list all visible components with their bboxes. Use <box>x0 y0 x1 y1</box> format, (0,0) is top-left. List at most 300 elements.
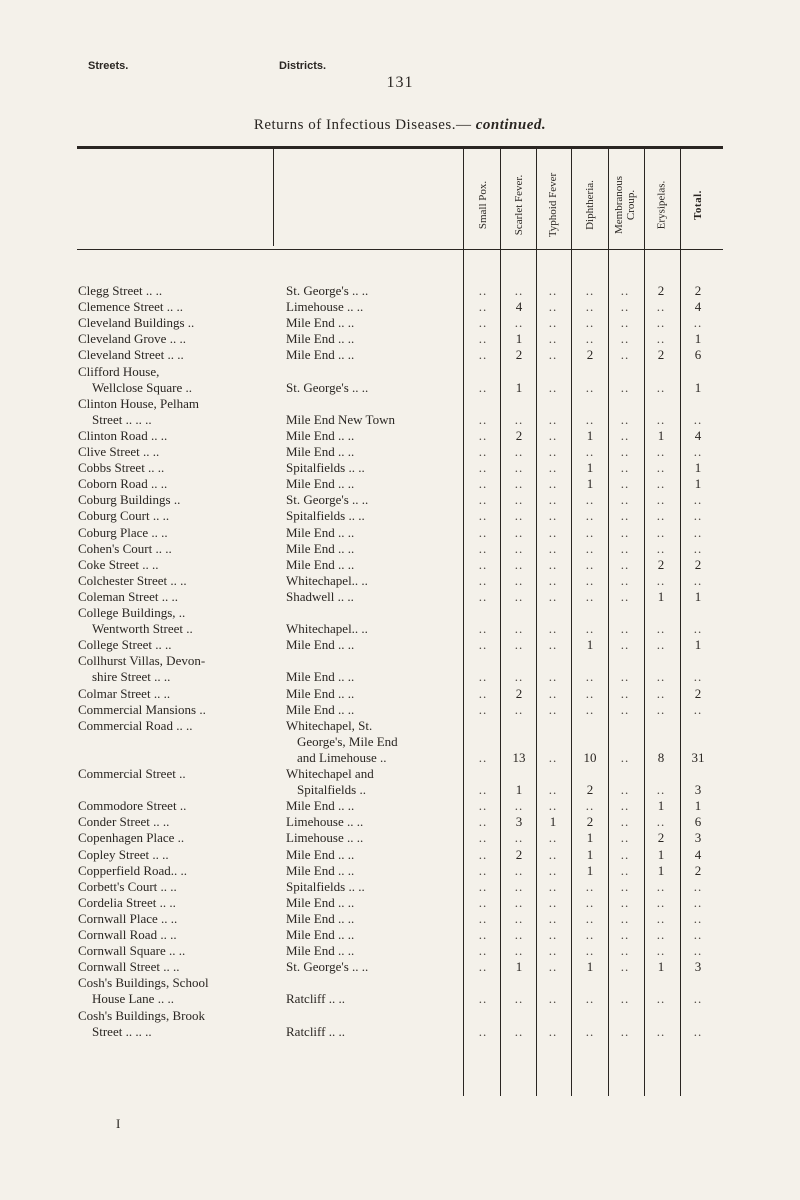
case-count: 1 <box>586 846 594 862</box>
case-count: 1 <box>586 427 594 443</box>
case-count: .. <box>478 492 488 508</box>
case-count: .. <box>548 540 558 556</box>
case-count: .. <box>620 846 630 862</box>
case-count: .. <box>478 331 488 347</box>
case-count: .. <box>548 444 558 459</box>
case-count: .. <box>585 798 595 814</box>
case-count: .. <box>478 685 488 701</box>
case-count: .. <box>656 991 666 1007</box>
case-count: .. <box>620 427 630 443</box>
case-count: 1 <box>657 862 665 878</box>
case-count: 3 <box>694 959 702 975</box>
disease-header <box>683 160 713 250</box>
street-name: Clegg Street .. .. <box>78 283 163 298</box>
district-name: Limehouse .. .. <box>286 830 364 846</box>
case-count: .. <box>620 830 630 846</box>
case-count: .. <box>693 910 703 926</box>
case-count: .. <box>548 347 558 363</box>
case-count: .. <box>548 927 558 942</box>
case-count: .. <box>478 476 488 492</box>
district-name: Mile End .. .. <box>286 444 355 459</box>
case-count: .. <box>656 299 666 315</box>
case-count: .. <box>620 588 630 604</box>
street-name: Street .. .. .. <box>92 1023 152 1039</box>
case-count: .. <box>478 411 488 427</box>
case-count: .. <box>478 830 488 846</box>
column-rule <box>608 148 609 1096</box>
district-name: Mile End .. .. <box>286 927 355 942</box>
case-count: .. <box>478 669 488 685</box>
case-count: .. <box>620 943 630 959</box>
case-count: 2 <box>657 347 665 363</box>
district-name: Mile End .. .. <box>286 347 355 363</box>
case-count: .. <box>693 572 703 588</box>
case-count: 1 <box>694 588 702 604</box>
case-count: .. <box>478 910 488 926</box>
case-count: .. <box>514 910 524 926</box>
case-count: .. <box>656 685 666 701</box>
case-count: .. <box>656 524 666 540</box>
street-name: Cosh's Buildings, Brook <box>78 1007 205 1023</box>
case-count: 1 <box>694 460 702 476</box>
case-count: .. <box>478 878 488 894</box>
case-count: 2 <box>657 283 665 298</box>
case-count: .. <box>548 411 558 427</box>
case-count: .. <box>620 379 630 395</box>
case-count: .. <box>620 572 630 588</box>
street-name: Cohen's Court .. .. <box>78 540 172 556</box>
case-count: .. <box>478 894 488 910</box>
case-count: 1 <box>586 476 594 492</box>
case-count: .. <box>693 411 703 427</box>
district-name: Ratcliff .. .. <box>286 1023 345 1039</box>
street-name: Clinton House, Pelham <box>78 395 199 411</box>
district-name: Mile End .. .. <box>286 540 355 556</box>
case-count: 8 <box>657 749 665 765</box>
disease-header <box>646 160 676 250</box>
street-name: Commodore Street .. <box>78 798 187 814</box>
case-count: .. <box>514 798 524 814</box>
case-count: .. <box>514 894 524 910</box>
district-name: St. George's .. .. <box>286 379 369 395</box>
case-count: .. <box>548 894 558 910</box>
column-rule <box>500 148 501 1096</box>
street-name: House Lane .. .. <box>92 991 174 1007</box>
disease-header <box>504 160 534 250</box>
case-count: 1 <box>586 460 594 476</box>
case-count: .. <box>620 621 630 637</box>
case-count: .. <box>656 492 666 508</box>
column-rule <box>536 148 537 1096</box>
case-count: .. <box>548 331 558 347</box>
district-name: Spitalfields .. .. <box>286 460 365 476</box>
case-count: 1 <box>586 959 594 975</box>
case-count: .. <box>548 669 558 685</box>
district-name: Whitechapel and <box>286 766 374 781</box>
case-count: .. <box>620 862 630 878</box>
case-count: .. <box>620 283 630 298</box>
case-count: 3 <box>515 814 523 830</box>
district-name: Ratcliff .. .. <box>286 991 345 1007</box>
case-count: .. <box>693 315 703 331</box>
case-count: .. <box>478 299 488 315</box>
street-name: Wellclose Square .. <box>92 379 193 395</box>
case-count: .. <box>656 637 666 653</box>
case-count: .. <box>656 476 666 492</box>
disease-header-label: Diphtheria. <box>584 180 597 230</box>
case-count: .. <box>656 669 666 685</box>
case-count: .. <box>478 701 488 717</box>
case-count: 4 <box>694 427 702 443</box>
case-count: .. <box>693 508 703 524</box>
street-name: Clifford House, <box>78 363 160 379</box>
case-count: .. <box>585 299 595 315</box>
case-count: .. <box>620 991 630 1007</box>
case-count: 2 <box>515 427 523 443</box>
column-rule <box>463 148 464 1096</box>
case-count: .. <box>693 444 703 459</box>
case-count: .. <box>585 910 595 926</box>
column-rule <box>680 148 681 1096</box>
case-count: .. <box>585 991 595 1007</box>
case-count: .. <box>478 814 488 830</box>
case-count: .. <box>656 910 666 926</box>
case-count: .. <box>478 798 488 814</box>
case-count: .. <box>478 588 488 604</box>
case-count: .. <box>585 588 595 604</box>
case-count: .. <box>478 621 488 637</box>
street-name: Coburg Place .. .. <box>78 524 168 540</box>
case-count: 1 <box>549 814 557 830</box>
case-count: 1 <box>694 637 702 653</box>
street-name: Cordelia Street .. .. <box>78 894 176 910</box>
district-name: Spitalfields .. .. <box>286 508 365 524</box>
case-count: .. <box>514 492 524 508</box>
title-continued: continued. <box>475 117 547 133</box>
case-count: .. <box>656 572 666 588</box>
case-count: .. <box>585 1023 595 1039</box>
case-count: .. <box>514 540 524 556</box>
street-name: Coburg Buildings .. <box>78 492 181 508</box>
case-count: .. <box>548 846 558 862</box>
case-count: .. <box>478 556 488 572</box>
case-count: .. <box>620 959 630 975</box>
district-name: Whitechapel, St. <box>286 717 373 733</box>
case-count: .. <box>585 315 595 331</box>
street-name: Cosh's Buildings, School <box>78 975 209 991</box>
case-count: .. <box>656 927 666 942</box>
case-count: .. <box>514 991 524 1007</box>
disease-header-label: Small Pox. <box>477 180 490 230</box>
disease-header <box>538 160 568 250</box>
case-count: 3 <box>694 830 702 846</box>
case-count: .. <box>514 669 524 685</box>
case-count: 1 <box>694 798 702 814</box>
case-count: .. <box>585 572 595 588</box>
case-count: .. <box>478 508 488 524</box>
case-count: .. <box>548 621 558 637</box>
case-count: 6 <box>694 347 702 363</box>
case-count: .. <box>656 540 666 556</box>
disease-header <box>468 160 498 250</box>
street-name: Clive Street .. .. <box>78 444 160 459</box>
case-count: 2 <box>586 782 594 798</box>
case-count: .. <box>693 1023 703 1039</box>
district-name: Mile End .. .. <box>286 669 355 685</box>
case-count: .. <box>548 492 558 508</box>
case-count: .. <box>693 943 703 959</box>
disease-header <box>575 160 605 250</box>
case-count: 2 <box>694 685 702 701</box>
case-count: .. <box>548 476 558 492</box>
district-name: Whitechapel.. .. <box>286 621 368 637</box>
district-name: Mile End .. .. <box>286 846 355 862</box>
case-count: .. <box>585 701 595 717</box>
street-name: College Buildings, .. <box>78 605 186 620</box>
case-count: .. <box>585 379 595 395</box>
case-count: .. <box>693 878 703 894</box>
case-count: .. <box>514 637 524 653</box>
case-count: .. <box>548 830 558 846</box>
street-name: Cobbs Street .. .. <box>78 460 165 476</box>
case-count: .. <box>693 894 703 910</box>
case-count: .. <box>548 701 558 717</box>
case-count: .. <box>656 782 666 798</box>
case-count: .. <box>620 1023 630 1039</box>
case-count: .. <box>514 444 524 459</box>
case-count: 1 <box>515 331 523 347</box>
case-count: .. <box>548 315 558 331</box>
district-name: Mile End .. .. <box>286 331 355 347</box>
case-count: 6 <box>694 814 702 830</box>
disease-header-label: Total. <box>691 190 704 220</box>
case-count: .. <box>620 685 630 701</box>
street-name: Coburg Court .. .. <box>78 508 170 524</box>
case-count: .. <box>478 943 488 959</box>
street-name: Copenhagen Place .. <box>78 830 185 846</box>
district-name: Spitalfields .. .. <box>286 878 365 894</box>
case-count: .. <box>656 878 666 894</box>
street-name: Wentworth Street .. <box>92 621 193 637</box>
case-count: .. <box>620 782 630 798</box>
street-name: Copley Street .. .. <box>78 846 169 862</box>
case-count: 3 <box>694 782 702 798</box>
district-name: Mile End .. .. <box>286 894 355 910</box>
case-count: .. <box>548 910 558 926</box>
case-count: .. <box>514 927 524 942</box>
case-count: .. <box>478 991 488 1007</box>
case-count: .. <box>548 685 558 701</box>
column-rule <box>644 148 645 1096</box>
case-count: 1 <box>657 846 665 862</box>
case-count: .. <box>585 492 595 508</box>
case-count: .. <box>478 540 488 556</box>
case-count: .. <box>693 701 703 717</box>
page-title <box>0 117 800 134</box>
case-count: .. <box>548 749 558 765</box>
case-count: .. <box>620 460 630 476</box>
case-count: .. <box>585 943 595 959</box>
case-count: .. <box>514 460 524 476</box>
case-count: 2 <box>515 846 523 862</box>
case-count: 31 <box>691 749 705 765</box>
street-name: Cornwall Square .. .. <box>78 943 186 959</box>
case-count: .. <box>620 347 630 363</box>
case-count: .. <box>514 588 524 604</box>
case-count: .. <box>548 1023 558 1039</box>
case-count: .. <box>478 1023 488 1039</box>
case-count: 1 <box>586 637 594 653</box>
case-count: .. <box>585 685 595 701</box>
case-count: .. <box>585 894 595 910</box>
page-number: 131 <box>386 74 414 91</box>
case-count: .. <box>478 782 488 798</box>
case-count: 2 <box>657 830 665 846</box>
street-name: Colmar Street .. .. <box>78 685 171 701</box>
district-name: Mile End .. .. <box>286 524 355 540</box>
case-count: .. <box>514 621 524 637</box>
street-name: Commercial Road .. .. <box>78 717 193 733</box>
case-count: .. <box>585 927 595 942</box>
district-name: St. George's .. .. <box>286 283 369 298</box>
district-name: Whitechapel.. .. <box>286 572 368 588</box>
case-count: .. <box>514 283 524 298</box>
case-count: 10 <box>583 749 597 765</box>
case-count: 1 <box>694 476 702 492</box>
case-count: .. <box>478 927 488 942</box>
street-name: Coborn Road .. .. <box>78 476 168 492</box>
district-name: Mile End .. .. <box>286 701 355 717</box>
case-count: .. <box>585 669 595 685</box>
case-count: .. <box>693 927 703 942</box>
district-name: Mile End .. .. <box>286 798 355 814</box>
case-count: 1 <box>515 782 523 798</box>
case-count: 4 <box>694 299 702 315</box>
case-count: .. <box>548 782 558 798</box>
case-count: .. <box>548 460 558 476</box>
case-count: .. <box>693 991 703 1007</box>
case-count: .. <box>656 701 666 717</box>
header-streets: Streets. <box>88 60 129 72</box>
case-count: .. <box>585 283 595 298</box>
case-count: .. <box>585 411 595 427</box>
district-name: Mile End New Town <box>286 411 395 427</box>
district-name: Mile End .. .. <box>286 637 355 653</box>
title-main: Returns of Infectious Diseases.— <box>253 117 472 133</box>
case-count: .. <box>478 637 488 653</box>
district-name: Mile End .. .. <box>286 862 355 878</box>
case-count: 4 <box>515 299 523 315</box>
case-count: .. <box>548 991 558 1007</box>
street-name: shire Street .. .. <box>92 669 171 685</box>
case-count: .. <box>620 556 630 572</box>
case-count: .. <box>478 315 488 331</box>
case-count: .. <box>620 444 630 459</box>
case-count: .. <box>656 814 666 830</box>
district-name: St. George's .. .. <box>286 959 369 975</box>
case-count: 1 <box>586 862 594 878</box>
case-count: .. <box>693 524 703 540</box>
case-count: .. <box>585 540 595 556</box>
street-name: College Street .. .. <box>78 637 172 653</box>
street-name: Cornwall Place .. .. <box>78 910 178 926</box>
case-count: .. <box>548 556 558 572</box>
column-rule <box>571 148 572 1096</box>
street-name: Cleveland Buildings .. <box>78 315 195 331</box>
district-name: Mile End .. .. <box>286 556 355 572</box>
case-count: 1 <box>515 379 523 395</box>
case-count: .. <box>548 637 558 653</box>
case-count: .. <box>478 347 488 363</box>
district-name: and Limehouse .. <box>297 749 387 765</box>
case-count: .. <box>585 508 595 524</box>
header-rule-districts <box>273 148 274 246</box>
case-count: .. <box>656 460 666 476</box>
case-count: .. <box>620 299 630 315</box>
case-count: .. <box>478 524 488 540</box>
case-count: 2 <box>694 862 702 878</box>
case-count: .. <box>656 331 666 347</box>
case-count: .. <box>548 427 558 443</box>
disease-header-label: Erysipelas. <box>655 180 668 230</box>
street-name: Cornwall Road .. .. <box>78 927 177 942</box>
district-name: Mile End .. .. <box>286 943 355 959</box>
case-count: .. <box>620 701 630 717</box>
case-count: .. <box>548 862 558 878</box>
case-count: .. <box>514 1023 524 1039</box>
case-count: .. <box>548 798 558 814</box>
case-count: .. <box>514 411 524 427</box>
case-count: .. <box>656 444 666 459</box>
case-count: .. <box>514 476 524 492</box>
case-count: .. <box>656 894 666 910</box>
case-count: 1 <box>657 959 665 975</box>
case-count: .. <box>620 669 630 685</box>
case-count: .. <box>693 492 703 508</box>
footer-mark: I <box>116 1116 121 1131</box>
case-count: .. <box>548 878 558 894</box>
case-count: 2 <box>515 685 523 701</box>
street-name: Collhurst Villas, Devon- <box>78 653 206 669</box>
case-count: .. <box>656 943 666 959</box>
case-count: .. <box>478 572 488 588</box>
case-count: .. <box>620 411 630 427</box>
case-count: 2 <box>657 556 665 572</box>
case-count: 1 <box>694 331 702 347</box>
case-count: .. <box>514 524 524 540</box>
street-name: Conder Street .. .. <box>78 814 170 830</box>
case-count: .. <box>514 878 524 894</box>
case-count: .. <box>620 814 630 830</box>
case-count: .. <box>585 524 595 540</box>
case-count: .. <box>548 283 558 298</box>
case-count: 2 <box>586 814 594 830</box>
case-count: 1 <box>657 427 665 443</box>
case-count: .. <box>514 862 524 878</box>
case-count: .. <box>514 830 524 846</box>
case-count: .. <box>620 637 630 653</box>
case-count: .. <box>620 798 630 814</box>
disease-header <box>610 160 640 250</box>
district-name: Shadwell .. .. <box>286 588 354 604</box>
case-count: 2 <box>694 283 702 298</box>
case-count: 2 <box>515 347 523 363</box>
case-count: .. <box>585 331 595 347</box>
case-count: .. <box>514 508 524 524</box>
case-count: .. <box>620 749 630 765</box>
case-count: .. <box>620 927 630 942</box>
street-name: Colchester Street .. .. <box>78 572 187 588</box>
